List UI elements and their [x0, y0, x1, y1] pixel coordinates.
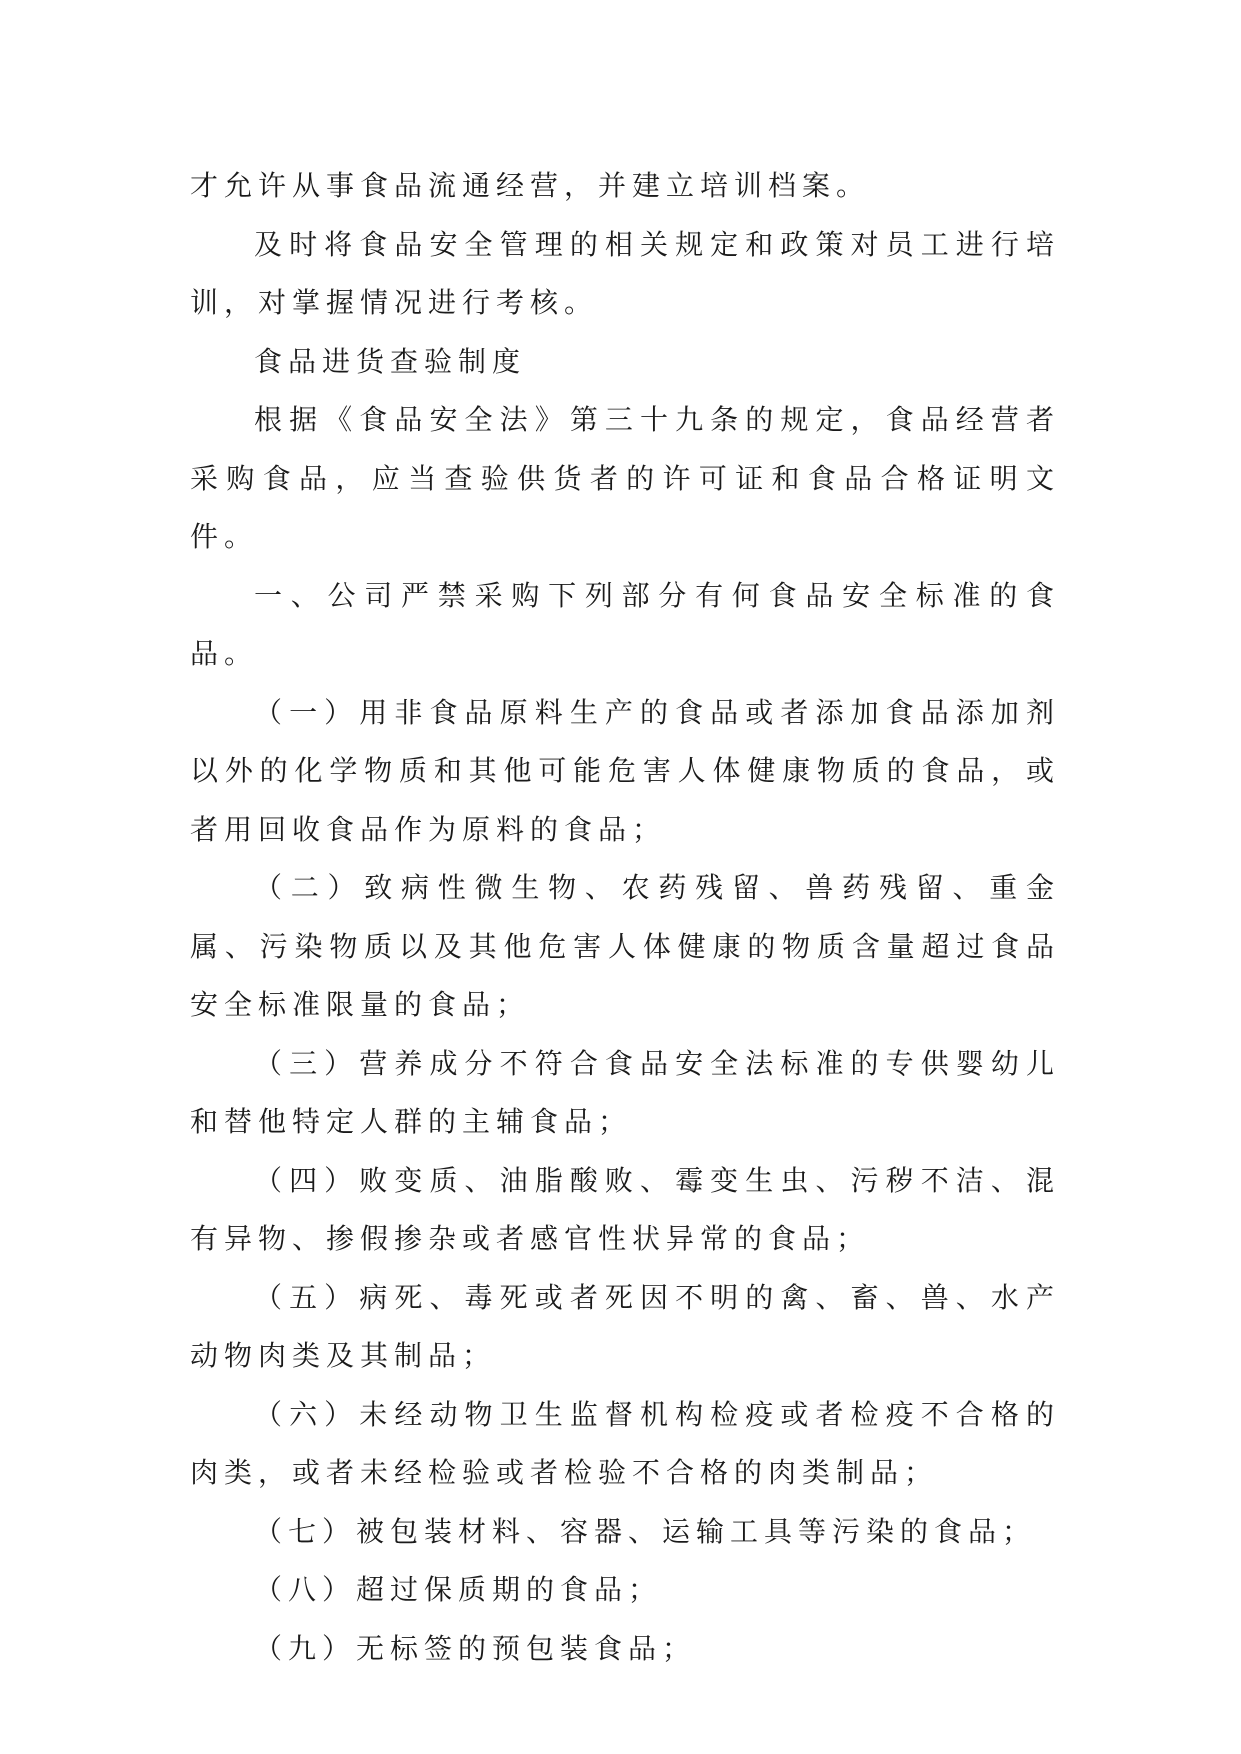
- list-item-7: （七）被包装材料、容器、运输工具等污染的食品；: [254, 1514, 1037, 1548]
- document-body: [190, 157, 1060, 1678]
- list-item-4: （四）败变质、油脂酸败、霉变生虫、污秽不洁、混有异物、掺假掺杂或者感官性状异常的食品；: [190, 1163, 1060, 1255]
- list-item-5: （五）病死、毒死或者死因不明的禽、畜、兽、水产动物肉类及其制品；: [190, 1280, 1060, 1372]
- paragraph-prohibition-intro: 一、公司严禁采购下列部分有何食品安全标准的食品。: [190, 578, 1060, 670]
- section-heading-purchase-inspection: 食品进货查验制度: [254, 344, 527, 378]
- list-item-6: （六）未经动物卫生监督机构检疫或者检疫不合格的肉类，或者未经检验或者检验不合格的肉类制品；: [190, 1397, 1060, 1489]
- list-item-8: （八）超过保质期的食品；: [254, 1573, 663, 1606]
- list-item-9: （九）无标签的预包装食品；: [254, 1631, 697, 1665]
- list-item-3: （三）营养成分不符合食品安全法标准的专供婴幼儿和替他特定人群的主辅食品；: [190, 1046, 1060, 1138]
- paragraph-legal-basis: 根据《食品安全法》第三十九条的规定，食品经营者采购食品，应当查验供货者的许可证和食品合格证明文件。: [190, 403, 1060, 553]
- list-item-2: （二）致病性微生物、农药残留、兽药残留、重金属、污染物质以及其他危害人体健康的物质含量超过食品安全标准限量的食品；: [190, 871, 1060, 1021]
- paragraph-staff-training: 及时将食品安全管理的相关规定和政策对员工进行培训，对掌握情况进行考核。: [190, 227, 1060, 319]
- list-item-1: （一）用非食品原料生产的食品或者添加食品添加剂以外的化学物质和其他可能危害人体健康物质的食品，或者用回收食品作为原料的食品；: [190, 695, 1060, 846]
- paragraph-training-archive: 才允许从事食品流通经营，并建立培训档案。: [190, 169, 871, 202]
